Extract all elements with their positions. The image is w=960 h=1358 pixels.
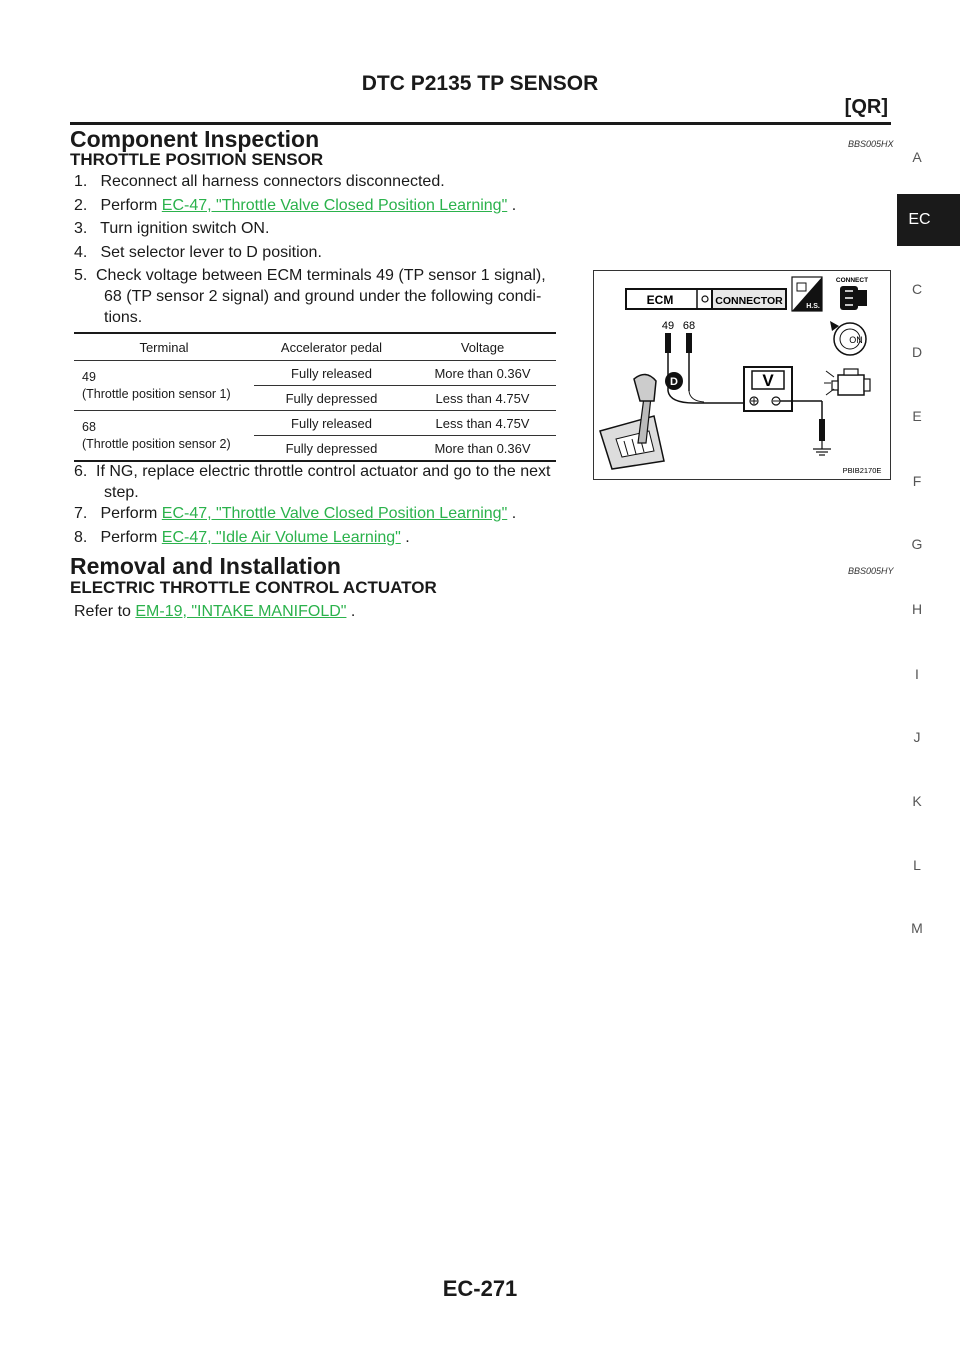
index-letter[interactable]: E <box>912 408 922 424</box>
refer-suffix: . <box>346 603 356 620</box>
figure-code: PBIB2170E <box>842 466 882 475</box>
index-letter[interactable]: A <box>912 149 922 165</box>
hs-label: H.S. <box>806 303 820 310</box>
index-letter[interactable]: C <box>911 281 923 297</box>
step-number: 5. <box>74 267 88 284</box>
voltage-cell: More than 0.36V <box>409 361 556 386</box>
wiring-diagram-figure <box>593 270 891 480</box>
index-letter[interactable]: I <box>915 666 919 682</box>
index-letter[interactable]: H <box>911 601 923 617</box>
step-text: Perform <box>100 197 162 214</box>
pedal-cell: Fully depressed <box>254 436 409 462</box>
voltage-cell: More than 0.36V <box>409 436 556 462</box>
terminal-description: (Throttle position sensor 2) <box>82 436 231 451</box>
connect-label: CONNECT <box>835 277 869 284</box>
step-7 <box>74 503 516 524</box>
step-text: If NG, replace electric throttle control actuator and go to the next <box>96 463 551 480</box>
step-number: 7. <box>74 505 88 522</box>
gear-d-label: D <box>670 376 678 388</box>
wiring-diagram <box>594 271 889 478</box>
pedal-cell: Fully depressed <box>254 386 409 411</box>
refer-prefix: Refer to <box>74 603 136 620</box>
voltmeter-icon <box>744 367 792 411</box>
step-text: step. <box>104 484 139 501</box>
table-header: Voltage <box>409 333 556 361</box>
index-letter[interactable]: J <box>913 729 921 745</box>
pedal-cell: Fully released <box>254 411 409 436</box>
subheading-throttle-position-sensor: THROTTLE POSITION SENSOR <box>70 150 324 169</box>
page-title: DTC P2135 TP SENSOR <box>361 72 599 95</box>
voltage-cell: Less than 4.75V <box>409 386 556 411</box>
terminal-cell <box>74 411 254 462</box>
ignition-on-label: ON <box>849 335 863 345</box>
index-letter-active[interactable]: EC <box>897 194 960 246</box>
step-number: 3. <box>74 220 88 237</box>
step-2 <box>74 195 516 216</box>
connect-icon <box>836 277 868 310</box>
pedal-cell: Fully released <box>254 361 409 386</box>
index-letter[interactable]: L <box>913 857 921 873</box>
voltmeter-label: V <box>762 371 774 390</box>
terminal-number: 68 <box>82 419 96 434</box>
connector-label: CONNECTOR <box>715 295 783 307</box>
step-text: Reconnect all harness connectors disconnected. <box>100 173 445 190</box>
header-rule <box>70 122 891 125</box>
terminal-cell <box>74 361 254 411</box>
section-heading-component-inspection: Component Inspection <box>70 126 320 152</box>
step-5 <box>74 265 556 328</box>
shift-selector-icon <box>600 372 683 469</box>
step-number: 4. <box>74 244 88 261</box>
index-letter[interactable]: F <box>912 473 922 489</box>
table-header: Terminal <box>74 333 254 361</box>
link-throttle-valve-learning[interactable]: EC-47, "Throttle Valve Closed Position Learning" <box>161 505 508 522</box>
step-text: Set selector lever to D position. <box>100 244 322 261</box>
terminal-number: 49 <box>82 369 96 384</box>
terminal-description: (Throttle position sensor 1) <box>82 386 231 401</box>
step-6 <box>74 461 556 503</box>
step-text: Turn ignition switch ON. <box>100 220 270 237</box>
pin-label-49: 49 <box>661 320 675 332</box>
link-idle-air-volume-learning[interactable]: EC-47, "Idle Air Volume Learning" <box>161 529 401 546</box>
index-letter[interactable]: D <box>911 344 923 360</box>
section-code: BBS005HX <box>848 139 894 149</box>
harness-side-icon <box>792 277 822 311</box>
step-text: Check voltage between ECM terminals 49 (TP sensor 1 signal), <box>96 267 546 284</box>
step-number: 6. <box>74 463 88 480</box>
ecm-label: ECM <box>646 293 674 307</box>
ignition-key-icon <box>830 321 866 355</box>
step-text: . <box>400 529 410 546</box>
step-number: 1. <box>74 173 88 190</box>
index-letter[interactable]: G <box>911 536 923 552</box>
section-heading-removal-installation: Removal and Installation <box>70 553 341 579</box>
table-row <box>74 361 556 386</box>
index-letter[interactable]: K <box>912 793 922 809</box>
step-text: Perform <box>100 505 162 522</box>
table-row <box>74 411 556 436</box>
section-code: BBS005HY <box>848 566 894 576</box>
table-header: Accelerator pedal <box>254 333 409 361</box>
step-8 <box>74 527 410 548</box>
pin-label-68: 68 <box>682 320 696 332</box>
step-text: . <box>507 197 517 214</box>
step-number: 8. <box>74 529 88 546</box>
index-letter[interactable]: M <box>911 920 923 936</box>
link-intake-manifold[interactable]: EM-19, "INTAKE MANIFOLD" <box>135 603 347 620</box>
step-3 <box>74 218 269 239</box>
voltage-spec-table <box>74 332 556 462</box>
engine-icon <box>824 369 870 395</box>
link-throttle-valve-learning[interactable]: EC-47, "Throttle Valve Closed Position Learning" <box>161 197 508 214</box>
engine-variant: [QR] <box>844 96 888 118</box>
step-text: Perform <box>100 529 162 546</box>
voltage-cell: Less than 4.75V <box>409 411 556 436</box>
refer-text <box>74 601 355 622</box>
step-text: tions. <box>104 309 143 326</box>
step-text: . <box>507 505 517 522</box>
page-number: EC-271 <box>442 1276 518 1301</box>
step-4 <box>74 242 322 263</box>
step-number: 2. <box>74 197 88 214</box>
step-text: 68 (TP sensor 2 signal) and ground under the following condi- <box>104 288 542 305</box>
subheading-electric-throttle-control-actuator: ELECTRIC THROTTLE CONTROL ACTUATOR <box>70 578 437 597</box>
step-1 <box>74 171 445 192</box>
